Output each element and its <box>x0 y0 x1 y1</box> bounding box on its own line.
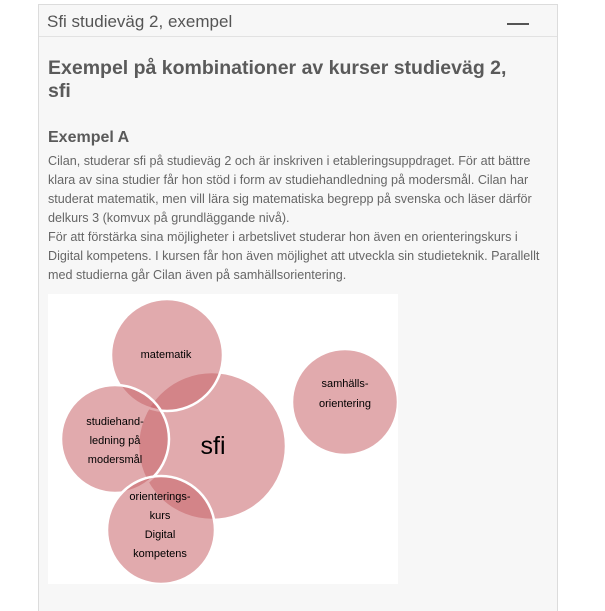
panel-header[interactable] <box>39 5 557 37</box>
label-samhall-1: samhälls- <box>321 378 369 390</box>
body-text <box>48 152 548 285</box>
label-studie-1: studiehand- <box>86 416 144 428</box>
page-heading: Exempel på kombinationer av kurser studieväg 2, sfi <box>48 57 507 102</box>
course-diagram <box>48 294 398 584</box>
paragraph: Cilan, studerar sfi på studieväg 2 och är inskriven i etableringsuppdraget. För att bättre klara av sina studier får hon stöd i form av studiehandledning på modersmål. Cilan har studerat matematik, men vill lära sig matematiska begrepp på svenska och läser därför delkurs 3 (komvux på grundläggande nivå). <box>48 154 532 225</box>
label-samhall-2: orientering <box>319 398 371 410</box>
label-orient-4: kompetens <box>133 548 187 560</box>
label-studie-2: ledning på <box>89 435 141 447</box>
content-panel <box>38 4 558 611</box>
collapse-button[interactable] <box>499 11 537 33</box>
label-studie-3: modersmål <box>87 454 143 466</box>
label-matematik: matematik <box>140 349 192 361</box>
label-orient-3: Digital <box>144 529 176 541</box>
example-heading: Exempel A <box>48 129 130 146</box>
label-orient-1: orienterings- <box>129 491 191 503</box>
label-orient-2: kurs <box>149 510 171 522</box>
paragraph: För att förstärka sina möjligheter i arbetslivet studerar hon även en orienteringskurs i Digital kompetens. I kursen får hon även möjlighet att utveckla sin studieteknik. Parallellt med studierna går Cilan även på samhällsorientering. <box>48 230 540 282</box>
label-sfi: sfi <box>200 432 226 460</box>
venn-diagram <box>48 294 398 584</box>
panel-title: Sfi studieväg 2, exempel <box>47 12 233 31</box>
minus-icon <box>507 23 529 25</box>
